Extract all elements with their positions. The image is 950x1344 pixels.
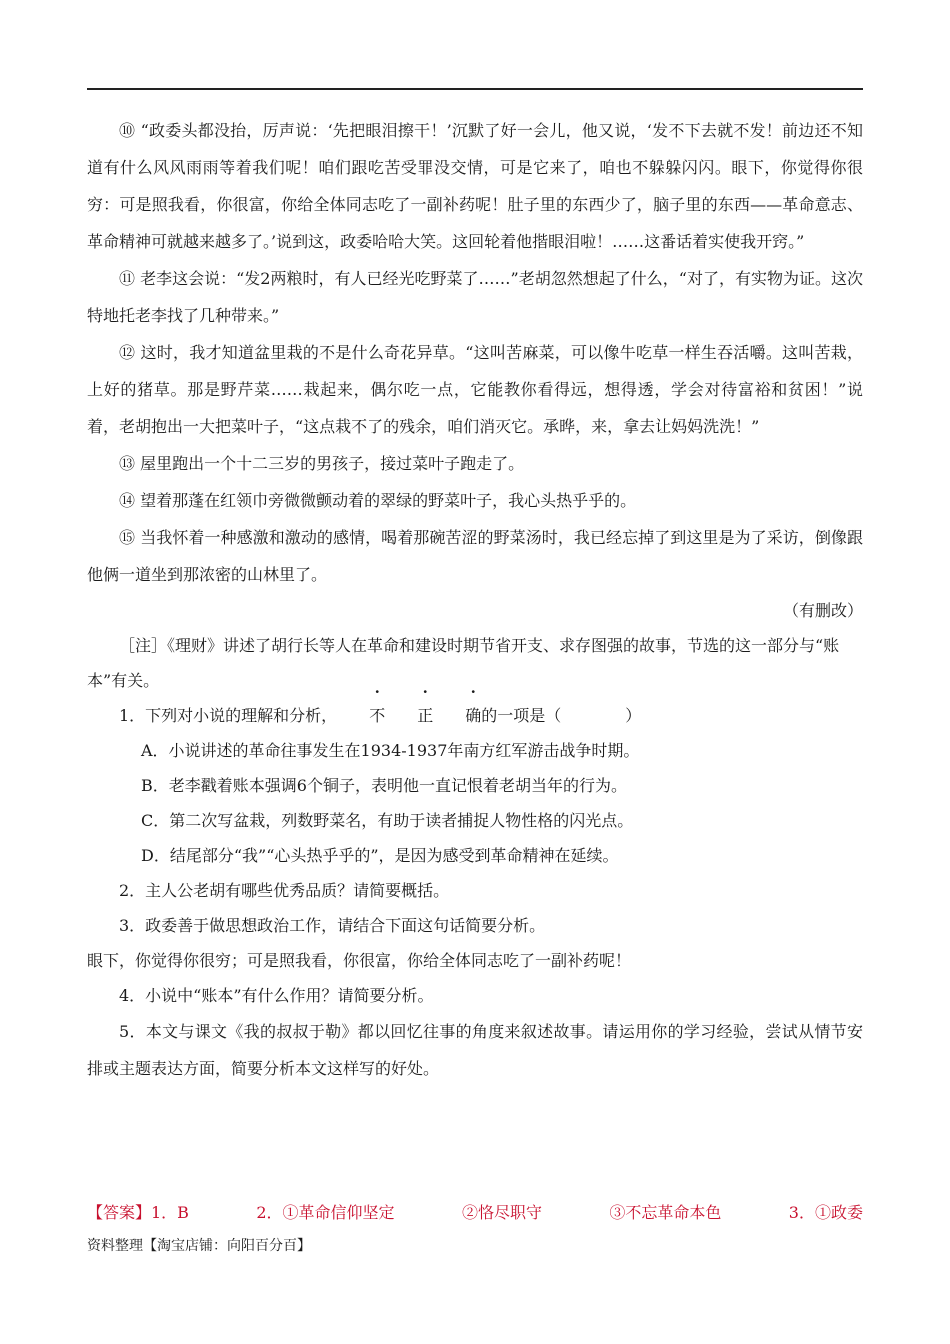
question-5: 5．本文与课文《我的叔叔于勒》都以回忆往事的角度来叙述故事。请运用你的学习经验，尝试从情节安排或主题表达方面，简要分析本文这样写的好处。 [87, 1022, 863, 1078]
answer-3: ②恪尽职守 [461, 1203, 542, 1222]
answer-4: ③不忘革命本色 [609, 1203, 722, 1222]
question-1 [87, 698, 863, 733]
paragraph-12: ⑫ 这时，我才知道盆里栽的不是什么奇花异草。“这叫苦麻菜，可以像牛吃草一样生吞活嚼。这叫苦栽，上好的猪草。那是野芹菜……栽起来，偶尔吃一点，它能教你看得远，想得透，学会对待富裕和贫困！”说着，老胡抱出一大把菜叶子，“这点栽不了的残余，咱们消灭它。承晔，来，拿去让妈妈洗洗！” [87, 343, 863, 436]
annotation: ［注］《理财》讲述了胡行长等人在革命和建设时期节省开支、求存图强的故事，节选的这一部分与“账本”有关。 [87, 636, 840, 690]
question-1-prefix: 1．下列对小说的理解和分析， [119, 706, 338, 725]
paragraph-10: ⑩ “政委头都没抬，厉声说：‘先把眼泪擦干！’沉默了好一会儿，他又说，‘发不下去就不发！前边还不知道有什么风风雨雨等着我们呢！咱们跟吃苦受罪没交情，可是它来了，咱也不躲躲闪闪。眼下，你觉得你很穷：可是照我看，你很富，你给全体同志吃了一副补药呢！肚子里的东西少了，脑子里的东西——革命意志、革命精神可就越来越多了。’说到这，政委哈哈大笑。这回轮着他揩眼泪啦！……这番话着实使我开窍。” [87, 121, 863, 251]
question-3-quote: 眼下，你觉得你很穷；可是照我看，你很富，你给全体同志吃了一副补药呢！ [87, 951, 632, 970]
answer-1: 【答案】1．B [87, 1203, 189, 1222]
option-d: D．结尾部分“我”“心头热乎乎的”，是因为感受到革命精神在延续。 [141, 846, 619, 865]
answer-5: 3．①政委 [788, 1203, 863, 1222]
paragraph-15: ⑮ 当我怀着一种感激和激动的感情，喝着那碗苦涩的野菜汤时，我已经忘掉了到这里是为了采访，倒像跟他俩一道坐到那浓密的山林里了。 [87, 528, 863, 584]
paragraph-11: ⑪ 老李这会说：“发2两粮时，有人已经光吃野菜了……”老胡忽然想起了什么，“对了，有实物为证。这次特地托老李找了几种带来。” [87, 269, 863, 325]
question-4: 4．小说中“账本”有什么作用？请简要分析。 [119, 986, 434, 1005]
question-1-close: ） [625, 706, 642, 725]
option-b: B．老李戳着账本强调6个铜子，表明他一直记恨着老胡当年的行为。 [141, 776, 627, 795]
paragraph-13: ⑬ 屋里跑出一个十二三岁的男孩子，接过菜叶子跑走了。 [119, 454, 525, 473]
document-body [87, 112, 863, 1087]
question-2: 2．主人公老胡有哪些优秀品质？请简要概括。 [119, 881, 450, 900]
answer-2: 2．①革命信仰坚定 [256, 1203, 395, 1222]
footer-credit: 资料整理【淘宝店铺：向阳百分百】 [87, 1238, 311, 1254]
question-1-suffix: 的一项是（ [481, 706, 562, 725]
question-3: 3．政委善于做思想政治工作，请结合下面这句话简要分析。 [119, 916, 546, 935]
answer-line [87, 1197, 863, 1229]
option-c: C．第二次写盆栽，列数野菜名，有助于读者捕捉人物性格的闪光点。 [141, 811, 634, 830]
option-a: A．小说讲述的革命往事发生在1934-1937年南方红军游击战争时期。 [141, 741, 640, 760]
header-rule [87, 88, 863, 90]
edited-note: （有删改） [782, 601, 863, 620]
paragraph-14: ⑭ 望着那蓬在红领巾旁微微颤动着的翠绿的野菜叶子，我心头热乎乎的。 [119, 491, 637, 510]
emphasis-char-1: 不 [369, 706, 386, 725]
emphasis-char-3: 确 [465, 706, 482, 725]
emphasis-char-2: 正 [417, 706, 434, 725]
